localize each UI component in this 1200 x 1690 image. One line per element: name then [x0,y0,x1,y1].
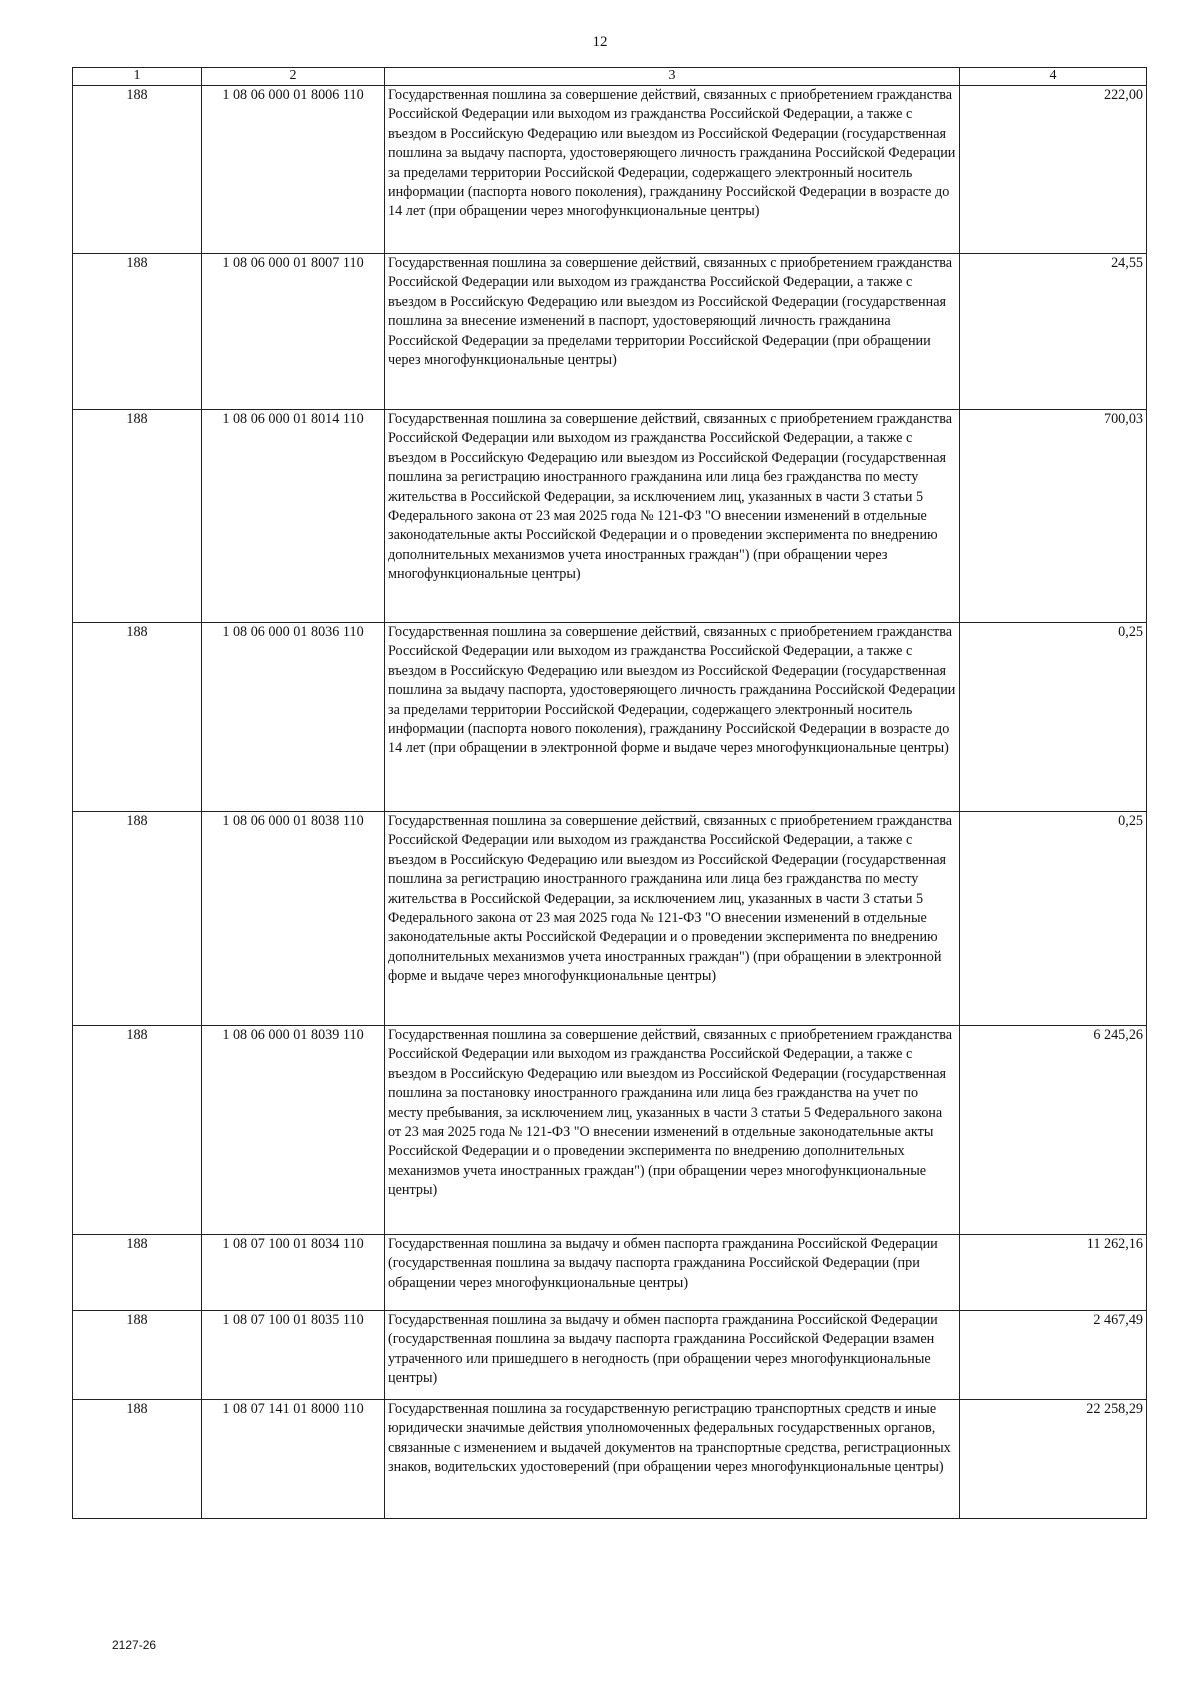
admin-code-cell: 188 [73,1235,202,1311]
budget-code-cell: 1 08 07 100 01 8034 110 [202,1235,385,1311]
budget-code-cell: 1 08 06 000 01 8038 110 [202,812,385,1026]
description-cell: Государственная пошлина за совершение действий, связанных с приобретением гражданства Российской Федерации или выходом из гражданства Российской Федерации, а также с въездом в Российскую Федерацию или выездом из Российской Федерации (государственная пошлина за регистрацию иностранного гражданина или лица без гражданства по месту жительства в Российской Федерации, за исключением лиц, указанных в части 3 статьи 5 Федерального закона от 23 мая 2025 года № 121-ФЗ "О внесении изменений в отдельные законодательные акты Российской Федерации и о проведении эксперимента по внедрению дополнительных механизмов учета иностранных граждан") (при обращении в электронной форме и выдаче через многофункциональные центры) [385,812,960,1026]
table-row [73,1235,1147,1311]
admin-code-cell: 188 [73,410,202,623]
admin-code-cell: 188 [73,1026,202,1235]
description-cell: Государственная пошлина за государственную регистрацию транспортных средств и иные юридически значимые действия уполномоченных федеральных государственных органов, связанные с изменением и выдачей документов на транспортные средства, регистрационных знаков, водительских удостоверений (при обращении через многофункциональные центры) [385,1400,960,1519]
admin-code-cell: 188 [73,86,202,254]
description-cell: Государственная пошлина за совершение действий, связанных с приобретением гражданства Российской Федерации или выходом из гражданства Российской Федерации, а также с въездом в Российскую Федерацию или выездом из Российской Федерации (государственная пошлина за регистрацию иностранного гражданина или лица без гражданства по месту жительства в Российской Федерации, за исключением лиц, указанных в части 3 статьи 5 Федерального закона от 23 мая 2025 года № 121-ФЗ "О внесении изменений в отдельные законодательные акты Российской Федерации и о проведении эксперимента по внедрению дополнительных механизмов учета иностранных граждан") (при обращении через многофункциональные центры) [385,410,960,623]
description-cell: Государственная пошлина за выдачу и обмен паспорта гражданина Российской Федерации (государственная пошлина за выдачу паспорта гражданина Российской Федерации (при обращении через многофункциональные центры) [385,1235,960,1311]
admin-code-cell: 188 [73,812,202,1026]
admin-code-cell: 188 [73,254,202,410]
budget-code-cell: 1 08 06 000 01 8039 110 [202,1026,385,1235]
table-row [73,410,1147,623]
amount-cell: 222,00 [960,86,1147,254]
table-row [73,812,1147,1026]
table-row [73,86,1147,254]
table-row [73,623,1147,812]
budget-code-cell: 1 08 06 000 01 8036 110 [202,623,385,812]
description-cell: Государственная пошлина за совершение действий, связанных с приобретением гражданства Российской Федерации или выходом из гражданства Российской Федерации, а также с въездом в Российскую Федерацию или выездом из Российской Федерации (государственная пошлина за выдачу паспорта, удостоверяющего личность гражданина Российской Федерации за пределами территории Российской Федерации, содержащего электронный носитель информации (паспорта нового поколения), гражданину Российской Федерации в возрасте до 14 лет (при обращении в электронной форме и выдаче через многофункциональные центры) [385,623,960,812]
table-header-row [73,68,1147,86]
amount-cell: 22 258,29 [960,1400,1147,1519]
amount-cell: 11 262,16 [960,1235,1147,1311]
budget-code-cell: 1 08 07 141 01 8000 110 [202,1400,385,1519]
column-header-4: 4 [960,68,1147,86]
table-row [73,1311,1147,1400]
revenue-codes-table [72,67,1147,1519]
document-footer-code: 2127-26 [112,1638,157,1652]
budget-code-cell: 1 08 06 000 01 8007 110 [202,254,385,410]
amount-cell: 700,03 [960,410,1147,623]
column-header-1: 1 [73,68,202,86]
description-cell: Государственная пошлина за совершение действий, связанных с приобретением гражданства Российской Федерации или выходом из гражданства Российской Федерации, а также с въездом в Российскую Федерацию или выездом из Российской Федерации (государственная пошлина за постановку иностранного гражданина или лица без гражданства на учет по месту пребывания, за исключением лиц, указанных в части 3 статьи 5 Федерального закона от 23 мая 2025 года № 121-ФЗ "О внесении изменений в отдельные законодательные акты Российской Федерации и о проведении эксперимента по внедрению дополнительных механизмов учета иностранных граждан") (при обращении через многофункциональные центры) [385,1026,960,1235]
column-header-3: 3 [385,68,960,86]
amount-cell: 24,55 [960,254,1147,410]
description-cell: Государственная пошлина за совершение действий, связанных с приобретением гражданства Российской Федерации или выходом из гражданства Российской Федерации, а также с въездом в Российскую Федерацию или выездом из Российской Федерации (государственная пошлина за выдачу паспорта, удостоверяющего личность гражданина Российской Федерации за пределами территории Российской Федерации, содержащего электронный носитель информации (паспорта нового поколения), гражданину Российской Федерации в возрасте до 14 лет (при обращении через многофункциональные центры) [385,86,960,254]
table-row [73,254,1147,410]
table-row [73,1026,1147,1235]
budget-code-cell: 1 08 06 000 01 8014 110 [202,410,385,623]
description-cell: Государственная пошлина за совершение действий, связанных с приобретением гражданства Российской Федерации или выходом из гражданства Российской Федерации, а также с въездом в Российскую Федерацию или выездом из Российской Федерации (государственная пошлина за внесение изменений в паспорт, удостоверяющий личность гражданина Российской Федерации за пределами территории Российской Федерации (при обращении через многофункциональные центры) [385,254,960,410]
admin-code-cell: 188 [73,1400,202,1519]
description-cell: Государственная пошлина за выдачу и обмен паспорта гражданина Российской Федерации (государственная пошлина за выдачу паспорта гражданина Российской Федерации взамен утраченного или пришедшего в негодность (при обращении через многофункциональные центры) [385,1311,960,1400]
amount-cell: 6 245,26 [960,1026,1147,1235]
amount-cell: 2 467,49 [960,1311,1147,1400]
budget-code-cell: 1 08 06 000 01 8006 110 [202,86,385,254]
page-number: 12 [592,34,608,50]
amount-cell: 0,25 [960,812,1147,1026]
table-row [73,1400,1147,1519]
amount-cell: 0,25 [960,623,1147,812]
budget-code-cell: 1 08 07 100 01 8035 110 [202,1311,385,1400]
column-header-2: 2 [202,68,385,86]
admin-code-cell: 188 [73,1311,202,1400]
admin-code-cell: 188 [73,623,202,812]
